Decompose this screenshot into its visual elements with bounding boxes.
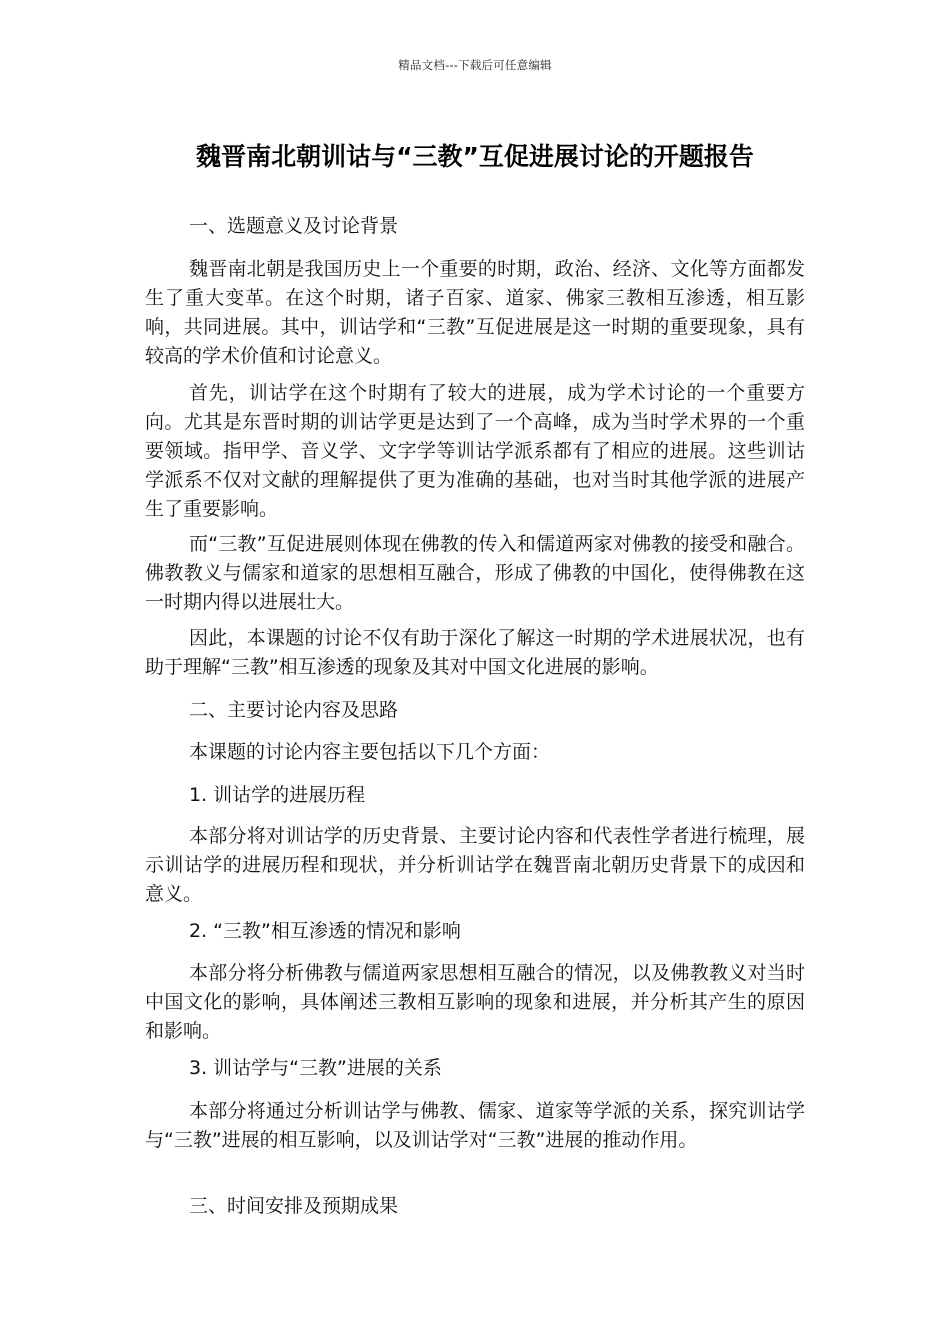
paragraph: 首先，训诂学在这个时期有了较大的进展，成为学术讨论的一个重要方向。尤其是东晋时期的训诂学更是达到了一个高峰，成为当时学术界的一个重要领域。指甲学、音义学、文字学等训诂学派系都有了相应的进展。这些训诂学派系不仅对文献的理解提供了更为准确的基础，也对当时其他学派的进展产生了重要影响。: [145, 382, 805, 520]
subsection-heading-1: 1. 训诂学的进展历程: [189, 784, 366, 806]
subsection-heading-2: 2. “三教”相互渗透的情况和影响: [189, 920, 461, 942]
paragraph: 因此，本课题的讨论不仅有助于深化了解这一时期的学术进展状况，也有助于理解“三教”相互渗透的现象及其对中国文化进展的影响。: [145, 627, 805, 678]
paragraph: 而“三教”互促进展则体现在佛教的传入和儒道两家对佛教的接受和融合。佛教教义与儒家和道家的思想相互融合，形成了佛教的中国化，使得佛教在这一时期内得以进展壮大。: [145, 533, 805, 613]
section-heading-1: 一、选题意义及讨论背景: [189, 215, 399, 237]
paragraph: 本课题的讨论内容主要包括以下几个方面：: [189, 741, 551, 763]
paragraph: 魏晋南北朝是我国历史上一个重要的时期，政治、经济、文化等方面都发生了重大变革。在这个时期，诸子百家、道家、佛家三教相互渗透，相互影响，共同进展。其中，训诂学和“三教”互促进展是这一时期的重要现象，具有较高的学术价值和讨论意义。: [145, 258, 805, 367]
subsection-heading-3: 3. 训诂学与“三教”进展的关系: [189, 1057, 442, 1079]
section-heading-3: 三、时间安排及预期成果: [189, 1195, 399, 1217]
paragraph: 本部分将分析佛教与儒道两家思想相互融合的情况，以及佛教教义对当时中国文化的影响，具体阐述三教相互影响的现象和进展，并分析其产生的原因和影响。: [145, 962, 805, 1042]
page-header: 精品文档---下载后可任意编辑: [398, 58, 552, 72]
paragraph: 本部分将通过分析训诂学与佛教、儒家、道家等学派的关系，探究训诂学与“三教”进展的相互影响，以及训诂学对“三教”进展的推动作用。: [145, 1100, 805, 1151]
document-title: 魏晋南北朝训诂与“三教”互促进展讨论的开题报告: [196, 142, 754, 171]
paragraph: 本部分将对训诂学的历史背景、主要讨论内容和代表性学者进行梳理，展示训诂学的进展历程和现状，并分析训诂学在魏晋南北朝历史背景下的成因和意义。: [145, 825, 805, 905]
section-heading-2: 二、主要讨论内容及思路: [189, 699, 399, 721]
